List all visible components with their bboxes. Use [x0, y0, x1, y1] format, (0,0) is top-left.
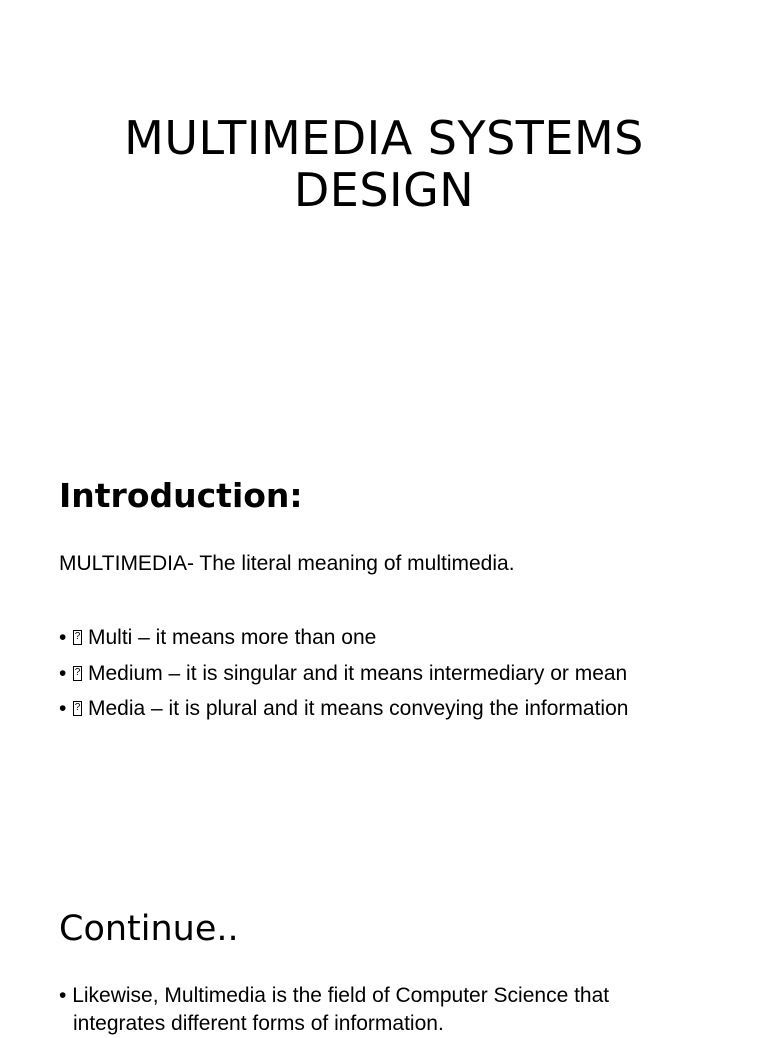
bullet-text: Media – it is plural and it means conveying the information — [88, 697, 629, 720]
missing-glyph-icon — [73, 701, 82, 716]
list-item — [59, 620, 628, 656]
bullet-icon: • — [59, 626, 67, 649]
list-item — [59, 656, 628, 692]
continue-heading: Continue.. — [59, 909, 239, 949]
bullet-icon: • — [59, 697, 67, 720]
missing-glyph-icon — [73, 630, 82, 645]
slide-introduction — [0, 440, 768, 860]
bullet-text: Multi – it means more than one — [88, 626, 377, 649]
definition-list — [59, 620, 628, 727]
introduction-heading: Introduction: — [59, 476, 303, 515]
bullet-icon: • — [59, 984, 67, 1007]
intro-text: MULTIMEDIA- The literal meaning of multimedia. — [59, 552, 515, 575]
missing-glyph-icon — [73, 666, 82, 681]
slide-title — [0, 0, 768, 440]
bullet-text: Likewise, Multimedia is the field of Computer Science that integrates different forms of information. — [72, 984, 610, 1035]
slide-continue — [0, 860, 768, 1035]
title-line-1: MULTIMEDIA SYSTEMS — [124, 111, 644, 165]
bullet-icon: • — [59, 661, 67, 685]
title-line-2: DESIGN — [293, 163, 475, 217]
list-item — [59, 982, 699, 1038]
bullet-text: Medium – it is singular and it means intermediary or mean — [88, 661, 628, 685]
presentation-title — [0, 112, 768, 216]
list-item — [59, 691, 628, 727]
continue-list — [59, 982, 699, 1038]
